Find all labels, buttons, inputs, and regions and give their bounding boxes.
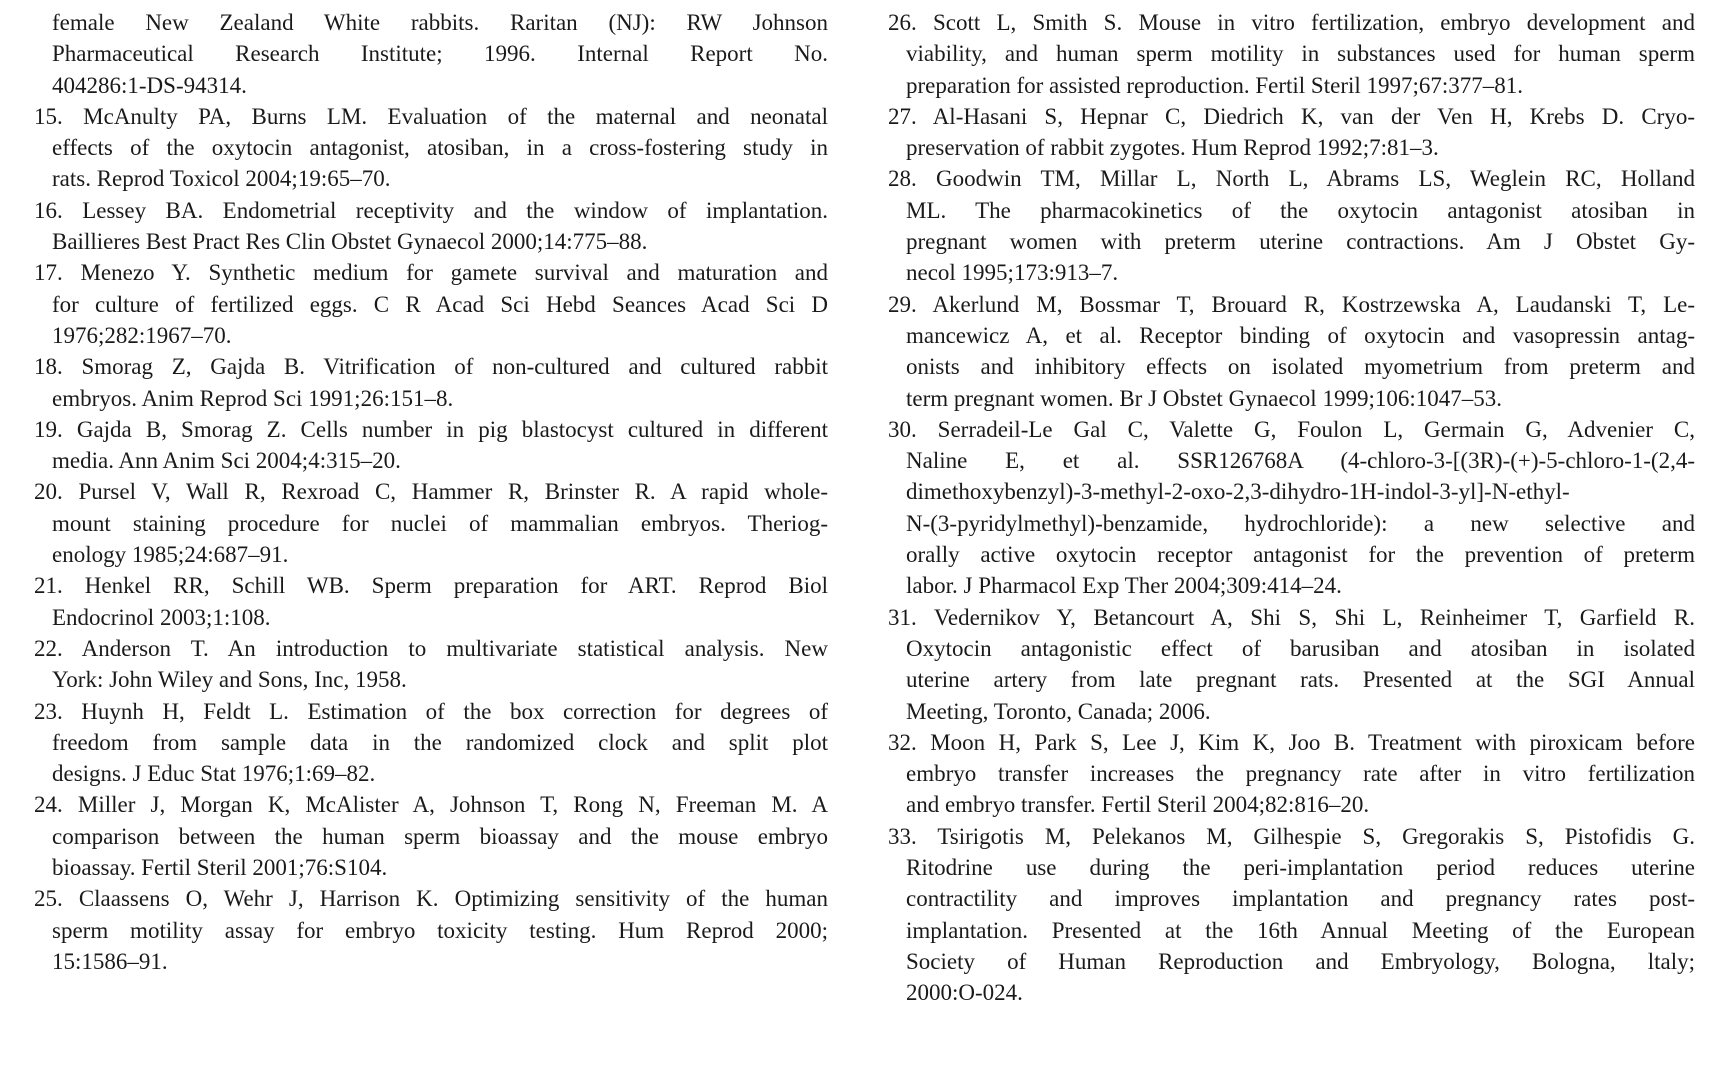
reference-item — [34, 195, 828, 258]
reference-line — [906, 476, 1695, 507]
reference-line — [888, 289, 1695, 320]
reference-line — [906, 946, 1695, 977]
reference-line-text: Tsirigotis M, Pelekanos M, Gilhespie S, Gregorakis S, Pistofidis G. — [937, 823, 1695, 849]
reference-line — [34, 476, 828, 507]
reference-item — [888, 602, 1695, 727]
reference-item — [34, 883, 828, 977]
reference-line-text: Al-Hasani S, Hepnar C, Diedrich K, van der Ven H, Krebs D. Cryo- — [932, 103, 1695, 129]
reference-line-text: enology 1985;24:687–91. — [52, 542, 289, 568]
reference-line — [52, 539, 828, 570]
reference-line-text: necol 1995;173:913–7. — [906, 260, 1119, 286]
reference-line-text: Vedernikov Y, Betancourt A, Shi S, Shi L, Reinheimer T, Garfield R. — [933, 604, 1695, 630]
reference-line-text: mancewicz A, et al. Receptor binding of oxytocin and vasopressin antag- — [906, 322, 1695, 348]
reference-line-text: Society of Human Reproduction and Embryology, Bologna, ltaly; — [906, 948, 1695, 974]
reference-line-text: Moon H, Park S, Lee J, Kim K, Joo B. Treatment with piroxicam before — [930, 729, 1696, 755]
reference-line-text: Meeting, Toronto, Canada; 2006. — [906, 698, 1211, 724]
reference-line-text: dimethoxybenzyl)-3-methyl-2-oxo-2,3-dihydro-1H-indol-3-yl]-N-ethyl- — [906, 479, 1570, 505]
reference-item — [888, 821, 1695, 1009]
reference-line — [52, 758, 828, 789]
reference-line-text: embryos. Anim Reprod Sci 1991;26:151–8. — [52, 385, 454, 411]
reference-line — [906, 696, 1695, 727]
reference-line-text: Oxytocin antagonistic effect of barusiban and atosiban in isolated — [906, 635, 1695, 661]
reference-line — [906, 320, 1695, 351]
reference-line — [906, 195, 1695, 226]
reference-line — [906, 257, 1695, 288]
reference-item — [34, 696, 828, 790]
reference-item — [34, 257, 828, 351]
reference-line-text: sperm motility assay for embryo toxicity testing. Hum Reprod 2000; — [52, 917, 828, 943]
reference-line — [906, 915, 1695, 946]
reference-item — [888, 163, 1695, 288]
reference-item — [888, 101, 1695, 164]
reference-line-text: McAnulty PA, Burns LM. Evaluation of the maternal and neonatal — [83, 103, 828, 129]
reference-number: 26. — [888, 10, 917, 35]
reference-line — [34, 696, 828, 727]
reference-line-text: Gajda B, Smorag Z. Cells number in pig blastocyst cultured in different — [76, 416, 829, 442]
reference-line — [34, 633, 828, 664]
reference-line — [52, 915, 828, 946]
reference-line — [906, 445, 1695, 476]
reference-item — [34, 351, 828, 414]
reference-line-text: contractility and improves implantation and pregnancy rates post- — [906, 886, 1695, 912]
reference-number: 18. — [34, 354, 63, 380]
reference-line — [52, 602, 828, 633]
reference-line — [906, 883, 1695, 914]
reference-number: 22. — [34, 635, 63, 661]
reference-line-text: onists and inhibitory effects on isolated myometrium from preterm and — [906, 354, 1695, 380]
reference-item — [888, 7, 1695, 101]
reference-line — [906, 508, 1695, 539]
reference-line-text: 1976;282:1967–70. — [52, 322, 232, 348]
reference-line-text: Goodwin TM, Millar L, North L, Abrams LS, Weglein RC, Holland — [936, 166, 1695, 192]
reference-line-text: and embryo transfer. Fertil Steril 2004;82:816–20. — [906, 792, 1370, 818]
reference-number: 27. — [888, 103, 917, 129]
reference-item — [34, 570, 828, 633]
reference-line-text: Ritodrine use during the peri-implantation period reduces uterine — [906, 855, 1695, 881]
reference-number: 33. — [888, 823, 917, 849]
reference-line-text: effects of the oxytocin antagonist, atosiban, in a cross-fostering study in — [52, 135, 828, 161]
reference-line-text: N-(3-pyridylmethyl)-benzamide, hydrochloride): a new selective and — [906, 510, 1695, 536]
reference-line — [52, 508, 828, 539]
reference-line — [52, 821, 828, 852]
reference-line-text: Akerlund M, Bossmar T, Brouard R, Kostrzewska A, Laudanski T, Le- — [932, 291, 1695, 317]
reference-line — [906, 633, 1695, 664]
reference-line — [906, 132, 1695, 163]
reference-line-text: for culture of fertilized eggs. C R Acad Sci Hebd Seances Acad Sci D — [52, 291, 828, 317]
reference-number: 32. — [888, 729, 917, 755]
reference-line-text: Smorag Z, Gajda B. Vitrification of non-cultured and cultured rabbit — [81, 354, 829, 380]
reference-line — [52, 226, 828, 257]
reference-item — [888, 289, 1695, 414]
reference-line — [906, 570, 1695, 601]
reference-line — [34, 351, 829, 382]
reference-line — [888, 727, 1696, 758]
reference-line — [34, 257, 828, 288]
reference-line — [906, 852, 1695, 883]
reference-line-text: Lessey BA. Endometrial receptivity and the window of implantation. — [82, 197, 828, 223]
reference-item — [34, 414, 828, 477]
reference-number: 17. — [34, 260, 63, 286]
reference-number: 24. — [34, 792, 63, 818]
reference-line-text: pregnant women with preterm uterine contractions. Am J Obstet Gy- — [906, 229, 1695, 255]
reference-line-text: 2000:O-024. — [906, 980, 1023, 1006]
reference-line — [906, 38, 1695, 69]
reference-line — [906, 383, 1695, 414]
reference-line — [34, 570, 829, 601]
reference-number: 30. — [888, 416, 917, 442]
reference-number: 16. — [34, 197, 63, 223]
reference-line — [906, 758, 1695, 789]
reference-line-text: bioassay. Fertil Steril 2001;76:S104. — [52, 855, 388, 881]
reference-line-text: orally active oxytocin receptor antagonist for the prevention of preterm — [906, 542, 1695, 568]
reference-line-text: preservation of rabbit zygotes. Hum Reprod 1992;7:81–3. — [906, 135, 1439, 161]
reference-line-text: comparison between the human sperm bioassay and the mouse embryo — [52, 823, 828, 849]
reference-line-text: Serradeil-Le Gal C, Valette G, Foulon L, Germain G, Advenier C, — [937, 416, 1696, 442]
reference-line-text: implantation. Presented at the 16th Annual Meeting of the European — [906, 917, 1695, 943]
reference-line-text: freedom from sample data in the randomized clock and split plot — [52, 729, 828, 755]
reference-line-text: 15:1586–91. — [52, 948, 168, 974]
reference-line — [52, 7, 828, 38]
reference-line-text: Anderson T. An introduction to multivariate statistical analysis. New — [81, 635, 828, 661]
reference-line — [888, 7, 1696, 38]
reference-line — [34, 883, 828, 914]
reference-line-text: Menezo Y. Synthetic medium for gamete survival and maturation and — [80, 260, 828, 286]
reference-line — [906, 351, 1695, 382]
reference-line-text: York: John Wiley and Sons, Inc, 1958. — [52, 667, 407, 693]
reference-number: 31. — [888, 604, 917, 630]
reference-item — [34, 101, 828, 195]
reference-line — [52, 132, 828, 163]
reference-number: 25. — [34, 886, 63, 912]
reference-number: 29. — [888, 291, 917, 317]
reference-line — [52, 445, 828, 476]
reference-item — [34, 7, 828, 101]
references-column-left — [34, 7, 828, 1009]
reference-number: 20. — [34, 479, 63, 505]
reference-number: 15. — [34, 103, 63, 129]
reference-line-text: Naline E, et al. SSR126768A (4-chloro-3-[(3R)-(+)-5-chloro-1-(2,4- — [906, 448, 1695, 474]
reference-line — [888, 101, 1695, 132]
reference-line-text: Pursel V, Wall R, Rexroad C, Hammer R, Brinster R. A rapid whole- — [78, 479, 828, 505]
reference-line — [906, 539, 1695, 570]
references-column-right — [888, 7, 1695, 1009]
reference-line-text: term pregnant women. Br J Obstet Gynaecol 1999;106:1047–53. — [906, 385, 1502, 411]
reference-line — [906, 664, 1695, 695]
reference-item — [34, 633, 828, 696]
reference-line — [52, 70, 828, 101]
reference-line-text: Claassens O, Wehr J, Harrison K. Optimizing sensitivity of the human — [78, 886, 828, 912]
reference-item — [888, 414, 1695, 602]
reference-line-text: rats. Reprod Toxicol 2004;19:65–70. — [52, 166, 391, 192]
reference-line-text: viability, and human sperm motility in substances used for human sperm — [906, 41, 1695, 67]
reference-line — [906, 226, 1695, 257]
reference-line — [52, 383, 828, 414]
reference-line — [52, 320, 828, 351]
reference-line — [888, 163, 1695, 194]
reference-line-text: ML. The pharmacokinetics of the oxytocin antagonist atosiban in — [906, 197, 1695, 223]
reference-line — [888, 821, 1695, 852]
reference-line — [906, 789, 1695, 820]
reference-line-text: Henkel RR, Schill WB. Sperm preparation for ART. Reprod Biol — [84, 573, 829, 599]
reference-line — [34, 101, 828, 132]
reference-line — [34, 789, 829, 820]
reference-line — [52, 727, 828, 758]
reference-line-text: Endocrinol 2003;1:108. — [52, 604, 271, 630]
reference-line — [52, 38, 828, 69]
reference-line — [52, 946, 828, 977]
reference-line-text: Miller J, Morgan K, McAlister A, Johnson T, Rong N, Freeman M. A — [77, 792, 829, 818]
reference-line — [906, 977, 1695, 1008]
reference-line-text: 404286:1-DS-94314. — [52, 72, 247, 98]
reference-line-text: labor. J Pharmacol Exp Ther 2004;309:414–24. — [906, 573, 1342, 599]
reference-line — [52, 852, 828, 883]
reference-line — [52, 664, 828, 695]
reference-line-text: Scott L, Smith S. Mouse in vitro fertilization, embryo development and — [932, 10, 1696, 35]
reference-line-text: preparation for assisted reproduction. Fertil Steril 1997;67:377–81. — [906, 72, 1524, 98]
reference-line-text: Pharmaceutical Research Institute; 1996. Internal Report No. — [52, 41, 828, 67]
reference-number: 19. — [34, 416, 63, 442]
reference-item — [34, 476, 828, 570]
reference-line — [52, 163, 828, 194]
reference-line-text: embryo transfer increases the pregnancy rate after in vitro fertilization — [906, 761, 1695, 787]
reference-line — [906, 70, 1695, 101]
reference-line-text: Baillieres Best Pract Res Clin Obstet Gynaecol 2000;14:775–88. — [52, 229, 648, 255]
reference-item — [34, 789, 828, 883]
reference-line-text: mount staining procedure for nuclei of mammalian embryos. Theriog- — [52, 510, 828, 536]
reference-number: 28. — [888, 166, 917, 192]
reference-line — [34, 195, 828, 226]
reference-number: 21. — [34, 573, 63, 599]
reference-line — [888, 414, 1696, 445]
reference-line-text: media. Ann Anim Sci 2004;4:315–20. — [52, 448, 401, 474]
reference-line-text: Huynh H, Feldt L. Estimation of the box correction for degrees of — [81, 698, 828, 724]
reference-line — [34, 414, 829, 445]
reference-number: 23. — [34, 698, 63, 724]
reference-item — [888, 727, 1695, 821]
reference-line — [888, 602, 1695, 633]
reference-line-text: female New Zealand White rabbits. Raritan (NJ): RW Johnson — [52, 10, 828, 35]
reference-line-text: uterine artery from late pregnant rats. Presented at the SGI Annual — [906, 667, 1695, 693]
reference-line — [52, 289, 828, 320]
reference-line-text: designs. J Educ Stat 1976;1:69–82. — [52, 761, 376, 787]
